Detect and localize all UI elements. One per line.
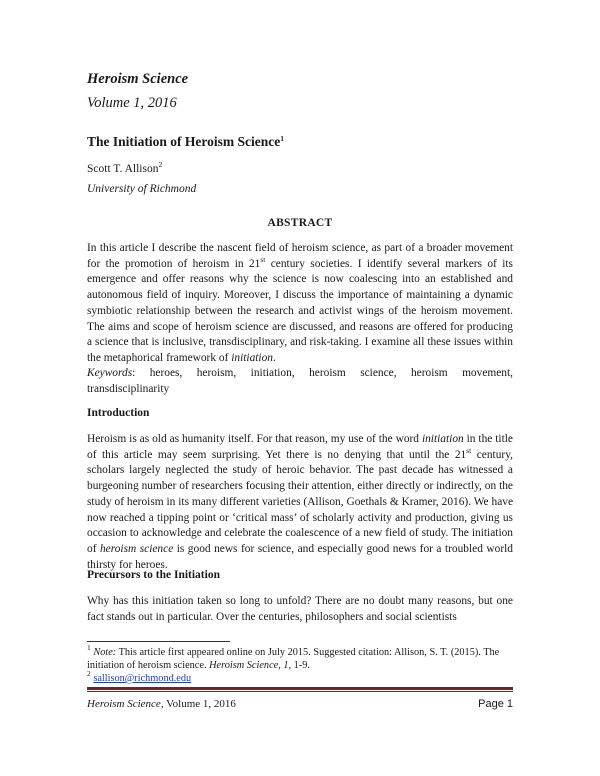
footnote-1-text: This article first appeared online on July 2015. Suggested citation: Allison, S. T. (2015). The initiation of heroism science.	[87, 647, 500, 672]
footer-citation	[87, 697, 236, 711]
article-title-text: The Initiation of Heroism Science	[87, 134, 281, 149]
author-affiliation: University of Richmond	[87, 183, 197, 195]
keywords-separator: :	[132, 367, 150, 379]
abstract-text-a: In this article I describe the nascent field of heroism science, as part of a broader movement for the promotion of heroism in 21	[87, 242, 513, 270]
intro-text-1: Heroism is as old as humanity itself. For that reason, my use of the word	[87, 433, 422, 445]
intro-emphasis-1: initiation	[421, 433, 464, 445]
keywords-paragraph	[87, 366, 513, 397]
intro-emphasis-2: heroism science	[99, 542, 174, 555]
intro-text-3: century, scholars largely neglected the study of heroic behavior. The past decade has witnessed a burgeoning number of researchers focusing their attention, either directly or indirectly, on the study of heroism in its many different varieties (Allison, Goethals & Kramer, 2016). We have now reached a tipping point or ‘critical mass’ of scholarly activity and production, giving us occasion to acknowledge and celebrate the coalescence of a new field of study. The initiation of	[87, 448, 513, 555]
footnote-1-volume: 1	[283, 660, 289, 672]
footer-rule-thick	[87, 687, 513, 690]
introduction-heading: Introduction	[87, 407, 150, 419]
footnote-1-label: Note:	[93, 647, 117, 658]
abstract-text-b: century societies. I identify several markers of its emergence and offer reasons why the science is now coalescing into an established and autonomous field of inquiry. Moreover, I discuss the importance of maintaining a dynamic symbiotic relationship between the research and activist wings of the heroism movement. The aims and scope of heroism science are discussed, and reasons are offered for producing a science that is inclusive, transdisciplinary, and risk-taking. I examine all these issues within the metaphorical framework of	[87, 257, 513, 364]
abstract-text-end: .	[273, 351, 276, 364]
journal-name: Heroism Science	[87, 71, 189, 87]
keywords-label: Keywords	[87, 367, 133, 379]
journal-volume: Volume 1, 2016	[87, 95, 177, 111]
intro-text-2: in the title of this article may seem surprising. Yet there is no denying that until the 21	[87, 433, 513, 461]
footnote-1-number: 1	[87, 643, 91, 652]
title-footnote-marker[interactable]: 1	[280, 134, 284, 143]
footer-journal: Heroism Science	[87, 698, 161, 710]
footnote-1	[87, 643, 513, 672]
author-email-link[interactable]: sallison@richmond.edu	[93, 673, 192, 684]
footer-volume: , Volume 1, 2016	[160, 698, 236, 710]
author-footnote-marker[interactable]: 2	[158, 160, 163, 169]
footnote-2	[87, 669, 513, 685]
intro-superscript: st	[466, 445, 472, 455]
abstract-emphasis: initiation	[231, 351, 273, 364]
footnote-2-number: 2	[87, 669, 91, 678]
author-name-text: Scott T. Allison	[87, 163, 159, 175]
precursors-paragraph: Why has this initiation taken so long to unfold? There are no doubt many reasons, but one fact stands out in particular. Over the centuries, philosophers and social scientists	[87, 595, 513, 623]
footer-rule-thin	[87, 691, 513, 692]
author-name	[87, 162, 162, 177]
footnote-1-separator: ,	[278, 660, 284, 672]
precursors-heading: Precursors to the Initiation	[87, 569, 220, 581]
abstract-paragraph	[87, 241, 513, 367]
abstract-heading: ABSTRACT	[267, 217, 333, 229]
intro-text-4: is good news for science, and especially good news for a troubled world thirsty for heroes.	[87, 542, 513, 571]
abstract-superscript: st	[260, 254, 266, 264]
footnote-divider	[87, 641, 230, 642]
footnote-1-journal: Heroism Science	[209, 660, 279, 672]
article-title	[87, 133, 284, 150]
keywords-list: heroes, heroism, initiation, heroism science, heroism movement, transdisciplinarity	[87, 367, 514, 395]
introduction-paragraph	[87, 432, 513, 573]
page-number: Page 1	[478, 698, 513, 710]
footnote-1-pages: , 1-9.	[288, 660, 310, 672]
